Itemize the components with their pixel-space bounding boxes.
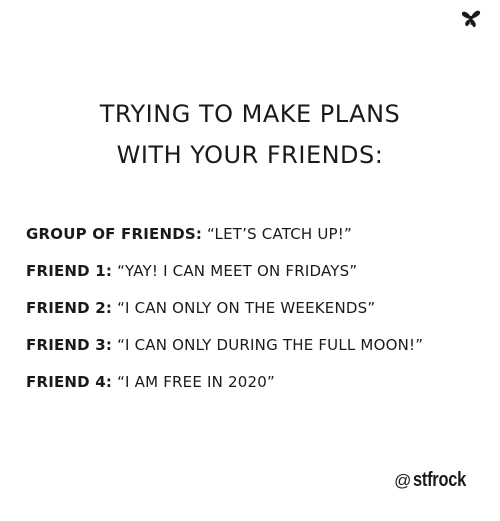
speaker-label: FRIEND 1: [26, 262, 113, 280]
butterfly-icon [460, 8, 482, 30]
speaker-label: FRIEND 3: [26, 336, 113, 354]
speaker-label: FRIEND 2: [26, 299, 113, 317]
speaker-label: FRIEND 4: [26, 373, 113, 391]
dialogue-line [26, 327, 496, 364]
dialogue-line [26, 364, 496, 401]
quote-text: “I CAN ONLY ON THE WEEKENDS” [117, 299, 376, 317]
quote-text: “YAY! I CAN MEET ON FRIDAYS” [117, 262, 358, 280]
title-line-2: WITH YOUR FRIENDS: [116, 141, 384, 169]
author-handle: stfrock [413, 469, 467, 491]
dialogue-line [26, 216, 496, 253]
dialogue-line [26, 253, 496, 290]
meme-title [0, 94, 500, 176]
quote-text: “I CAN ONLY DURING THE FULL MOON!” [117, 336, 424, 354]
dialogue-list [26, 216, 496, 401]
quote-text: “I AM FREE IN 2020” [117, 373, 275, 391]
speaker-label: GROUP OF FRIENDS: [26, 225, 203, 243]
dialogue-line [26, 290, 496, 327]
title-line-1: TRYING TO MAKE PLANS [99, 100, 401, 128]
at-symbol: @ [394, 471, 412, 490]
author-credit [394, 468, 478, 493]
quote-text: “LET’S CATCH UP!” [207, 225, 352, 243]
